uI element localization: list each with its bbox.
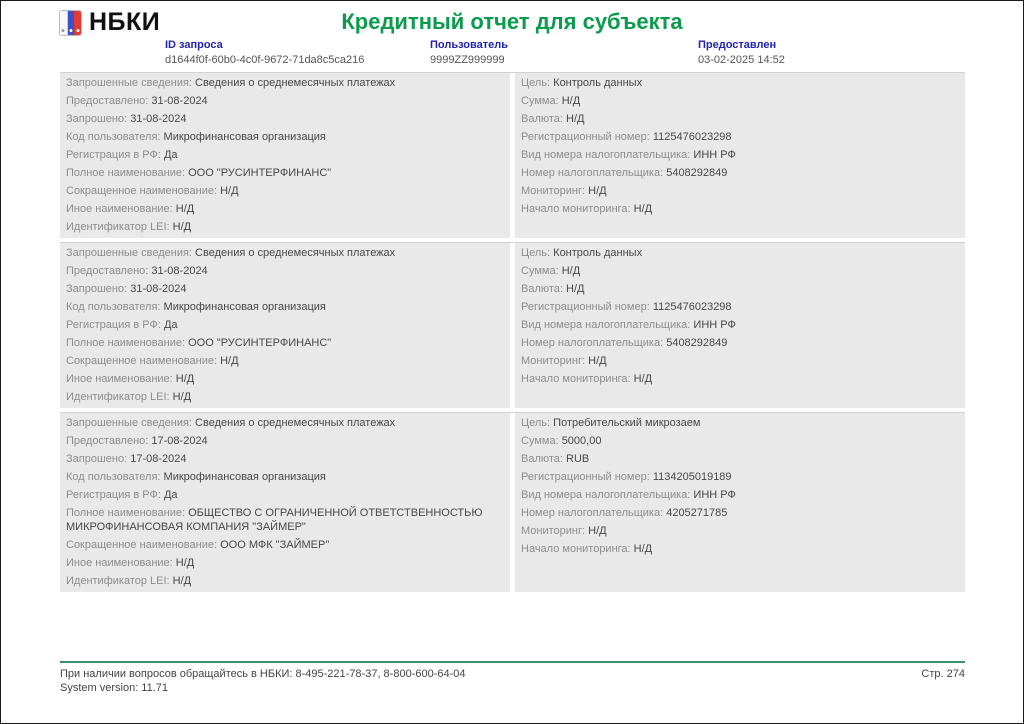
- field-value: Да: [163, 489, 178, 501]
- field-row: [60, 504, 510, 536]
- field-label: Цель:: [521, 247, 554, 259]
- field-row: [60, 110, 510, 128]
- field-label: Мониторинг:: [521, 185, 589, 197]
- field-label: Полное наименование:: [66, 507, 189, 519]
- record-col-left: [60, 73, 510, 238]
- field-value: Н/Д: [633, 203, 653, 215]
- field-label: Иное наименование:: [66, 373, 176, 385]
- field-row: [60, 450, 510, 468]
- field-row: [515, 414, 965, 432]
- field-value: 1134205019189: [652, 471, 732, 483]
- field-label: Цель:: [521, 77, 554, 89]
- field-value: 31-08-2024: [151, 95, 208, 107]
- field-row: [515, 298, 965, 316]
- field-value: Н/Д: [172, 391, 192, 403]
- field-label: Предоставлено:: [66, 265, 152, 277]
- field-value: Н/Д: [175, 557, 195, 569]
- field-label: Цель:: [521, 417, 554, 429]
- records-table: [60, 72, 965, 596]
- field-label: Регистрационный номер:: [521, 471, 653, 483]
- field-row: [60, 414, 510, 432]
- logo-text: НБКИ: [89, 8, 161, 36]
- field-row: [515, 450, 965, 468]
- field-row: [515, 280, 965, 298]
- footer: [60, 668, 965, 680]
- field-value: 5408292849: [666, 337, 728, 349]
- record-block: [60, 412, 965, 592]
- field-label: Сумма:: [521, 95, 562, 107]
- field-label: Валюта:: [521, 453, 567, 465]
- record-col-right: [515, 413, 965, 592]
- meta-provided: [698, 39, 785, 66]
- field-value: Сведения о среднемесячных платежах: [195, 417, 396, 429]
- field-label: Валюта:: [521, 283, 567, 295]
- field-value: 5408292849: [666, 167, 728, 179]
- field-label: Вид номера налогоплательщика:: [521, 489, 694, 501]
- field-row: [60, 298, 510, 316]
- field-label: Идентификатор LEI:: [66, 391, 173, 403]
- footer-page-number: Стр. 274: [921, 668, 965, 680]
- field-row: [60, 262, 510, 280]
- field-label: Иное наименование:: [66, 203, 176, 215]
- field-row: [515, 334, 965, 352]
- field-row: [60, 128, 510, 146]
- field-label: Вид номера налогоплательщика:: [521, 149, 694, 161]
- field-label: Предоставлено:: [66, 95, 152, 107]
- field-label: Код пользователя:: [66, 131, 164, 143]
- field-value: Да: [163, 149, 178, 161]
- meta-value: d1644f0f-60b0-4c0f-9672-71da8c5ca216: [165, 54, 365, 66]
- field-row: [515, 486, 965, 504]
- field-label: Номер налогоплательщика:: [521, 507, 667, 519]
- field-value: ОБЩЕСТВО С ОГРАНИЧЕННОЙ ОТВЕТСТВЕННОСТЬЮ МИКРОФИНАНСОВАЯ КОМПАНИЯ "ЗАЙМЕР": [66, 507, 483, 533]
- footer-system-version: System version: 11.71: [60, 682, 169, 694]
- field-value: 31-08-2024: [130, 283, 187, 295]
- meta-label: ID запроса: [165, 39, 223, 51]
- field-value: 31-08-2024: [151, 265, 208, 277]
- field-label: Полное наименование:: [66, 337, 189, 349]
- field-label: Запрошенные сведения:: [66, 77, 196, 89]
- field-row: [60, 554, 510, 572]
- field-row: [515, 262, 965, 280]
- request-meta: [60, 39, 965, 72]
- field-label: Регистрация в РФ:: [66, 149, 164, 161]
- field-value: 17-08-2024: [151, 435, 208, 447]
- field-row: [60, 74, 510, 92]
- field-value: Контроль данных: [553, 77, 643, 89]
- field-label: Запрошено:: [66, 453, 131, 465]
- field-row: [515, 164, 965, 182]
- field-value: ООО МФК "ЗАЙМЕР": [220, 539, 330, 551]
- field-label: Валюта:: [521, 113, 567, 125]
- field-value: Микрофинансовая организация: [163, 301, 326, 313]
- record-col-right: [515, 243, 965, 408]
- meta-value: 9999ZZ999999: [430, 54, 505, 66]
- field-row: [515, 128, 965, 146]
- field-row: [60, 334, 510, 352]
- field-row: [60, 92, 510, 110]
- field-row: [515, 316, 965, 334]
- field-value: ООО "РУСИНТЕРФИНАНС": [188, 167, 332, 179]
- field-row: [60, 146, 510, 164]
- field-row: [515, 468, 965, 486]
- record-block: [60, 242, 965, 408]
- field-label: Сокращенное наименование:: [66, 355, 221, 367]
- field-row: [60, 468, 510, 486]
- field-row: [60, 572, 510, 590]
- field-row: [515, 200, 965, 218]
- field-value: Н/Д: [588, 525, 607, 537]
- field-value: Н/Д: [175, 373, 195, 385]
- field-label: Номер налогоплательщика:: [521, 167, 667, 179]
- field-row: [60, 244, 510, 262]
- field-label: Код пользователя:: [66, 301, 164, 313]
- field-label: Код пользователя:: [66, 471, 164, 483]
- record-block: [60, 72, 965, 238]
- field-row: [515, 352, 965, 370]
- meta-value: 03-02-2025 14:52: [698, 54, 785, 66]
- field-row: [515, 146, 965, 164]
- field-row: [515, 74, 965, 92]
- field-row: [60, 352, 510, 370]
- field-label: Сумма:: [521, 435, 562, 447]
- field-label: Сокращенное наименование:: [66, 539, 221, 551]
- field-row: [515, 540, 965, 558]
- field-value: Н/Д: [220, 185, 239, 197]
- field-label: Идентификатор LEI:: [66, 575, 173, 587]
- field-value: 4205271785: [666, 507, 728, 519]
- meta-user: [430, 39, 508, 66]
- field-value: Н/Д: [561, 95, 581, 107]
- meta-label: Предоставлен: [698, 39, 777, 51]
- field-label: Начало мониторинга:: [521, 543, 634, 555]
- field-label: Регистрационный номер:: [521, 301, 653, 313]
- field-label: Иное наименование:: [66, 557, 176, 569]
- field-row: [60, 280, 510, 298]
- field-value: Н/Д: [566, 283, 585, 295]
- field-value: Сведения о среднемесячных платежах: [195, 77, 396, 89]
- page-title: Кредитный отчет для субъекта: [341, 9, 683, 34]
- field-value: 1125476023298: [652, 301, 732, 313]
- field-label: Полное наименование:: [66, 167, 189, 179]
- field-value: Н/Д: [633, 543, 653, 555]
- field-row: [60, 182, 510, 200]
- field-row: [60, 536, 510, 554]
- field-value: RUB: [566, 453, 590, 465]
- meta-label: Пользователь: [430, 39, 509, 51]
- footer-divider: [60, 661, 965, 663]
- field-row: [60, 486, 510, 504]
- field-label: Мониторинг:: [521, 525, 589, 537]
- field-row: [515, 110, 965, 128]
- field-value: Микрофинансовая организация: [163, 131, 326, 143]
- field-value: ИНН РФ: [693, 319, 736, 331]
- field-value: Н/Д: [633, 373, 653, 385]
- field-row: [60, 164, 510, 182]
- field-value: Н/Д: [175, 203, 195, 215]
- field-row: [515, 182, 965, 200]
- field-value: ИНН РФ: [693, 489, 736, 501]
- field-label: Запрошенные сведения:: [66, 417, 196, 429]
- field-row: [515, 522, 965, 540]
- field-value: ИНН РФ: [693, 149, 736, 161]
- footer-contact: При наличии вопросов обращайтесь в НБКИ: 8-495-221-78-37, 8-800-600-64-04: [60, 668, 466, 680]
- field-label: Вид номера налогоплательщика:: [521, 319, 694, 331]
- meta-request-id: [165, 39, 364, 66]
- field-row: [515, 370, 965, 388]
- field-value: 5000,00: [561, 435, 602, 447]
- field-label: Запрошено:: [66, 113, 131, 125]
- field-row: [60, 316, 510, 334]
- field-value: Н/Д: [220, 355, 239, 367]
- field-value: Н/Д: [566, 113, 585, 125]
- field-row: [515, 244, 965, 262]
- field-row: [60, 218, 510, 236]
- field-row: [515, 92, 965, 110]
- field-value: 17-08-2024: [130, 453, 187, 465]
- field-label: Регистрация в РФ:: [66, 489, 164, 501]
- field-value: Микрофинансовая организация: [163, 471, 326, 483]
- field-row: [515, 504, 965, 522]
- field-row: [60, 200, 510, 218]
- field-value: Н/Д: [172, 221, 192, 233]
- field-label: Предоставлено:: [66, 435, 152, 447]
- field-label: Идентификатор LEI:: [66, 221, 173, 233]
- field-row: [60, 370, 510, 388]
- field-value: Н/Д: [172, 575, 192, 587]
- record-col-right: [515, 73, 965, 238]
- field-label: Запрошено:: [66, 283, 131, 295]
- field-value: Потребительский микрозаем: [553, 417, 701, 429]
- field-label: Регистрация в РФ:: [66, 319, 164, 331]
- field-value: 31-08-2024: [130, 113, 187, 125]
- record-col-left: [60, 413, 510, 592]
- field-label: Сокращенное наименование:: [66, 185, 221, 197]
- field-label: Начало мониторинга:: [521, 203, 634, 215]
- field-value: Н/Д: [588, 355, 607, 367]
- field-label: Начало мониторинга:: [521, 373, 634, 385]
- field-label: Запрошенные сведения:: [66, 247, 196, 259]
- field-value: ООО "РУСИНТЕРФИНАНС": [188, 337, 332, 349]
- field-label: Регистрационный номер:: [521, 131, 653, 143]
- field-label: Номер налогоплательщика:: [521, 337, 667, 349]
- field-value: Контроль данных: [553, 247, 643, 259]
- field-label: Мониторинг:: [521, 355, 589, 367]
- field-value: 1125476023298: [652, 131, 732, 143]
- field-value: Да: [163, 319, 178, 331]
- field-row: [60, 388, 510, 406]
- field-value: Н/Д: [561, 265, 581, 277]
- field-value: Н/Д: [588, 185, 607, 197]
- record-col-left: [60, 243, 510, 408]
- field-label: Сумма:: [521, 265, 562, 277]
- field-row: [60, 432, 510, 450]
- field-row: [515, 432, 965, 450]
- field-value: Сведения о среднемесячных платежах: [195, 247, 396, 259]
